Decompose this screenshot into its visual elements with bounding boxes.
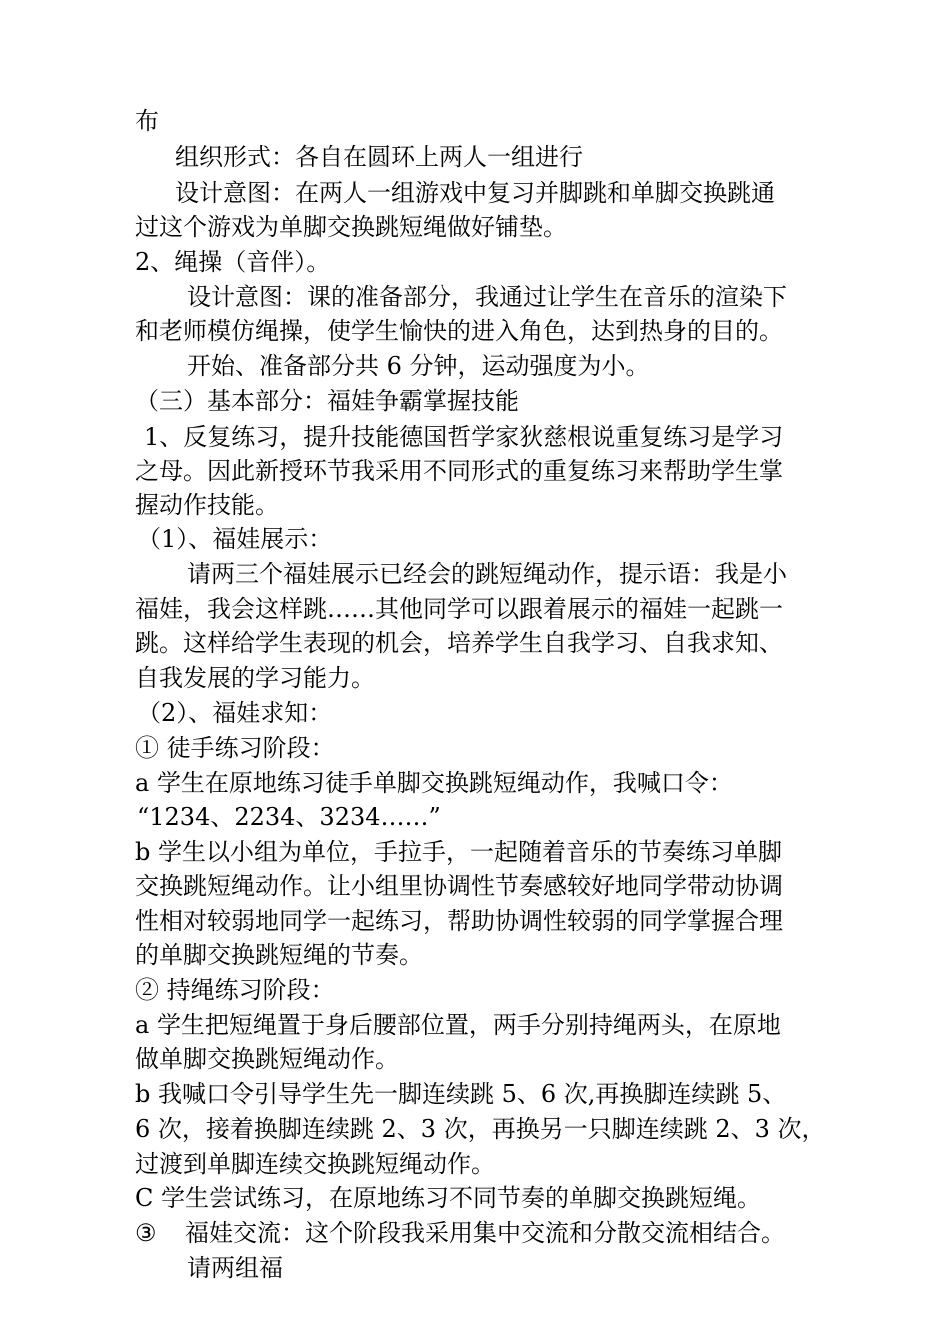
text-line	[135, 1216, 785, 1250]
subsection-heading: （1）、福娃展示：	[137, 525, 333, 553]
text-line: 跳。这样给学生表现的机会，培养学生自我学习、自我求知、	[135, 629, 783, 657]
text-line: 设计意图：课的准备部分，我通过让学生在音乐的渲染下	[187, 283, 787, 311]
text-line: 开始、准备部分共 6 分钟，运动强度为小。	[187, 352, 650, 380]
text-line: C 学生尝试练习，在原地练习不同节奏的单脚交换跳短绳。	[135, 1184, 761, 1212]
text-line: 设计意图：在两人一组游戏中复习并脚跳和单脚交换跳通	[175, 179, 775, 207]
text-line: 组织形式：各自在圆环上两人一组进行	[175, 143, 583, 171]
text-line: “1234、2234、3234……”	[137, 803, 441, 831]
text-line: 6 次，接着换脚连续跳 2、3 次，再换另一只脚连续跳 2、3 次，	[135, 1115, 826, 1143]
text-line: ① 徒手练习阶段：	[135, 734, 335, 762]
text-line: a 学生在原地练习徒手单脚交换跳短绳动作，我喊口令：	[135, 769, 733, 797]
text-line: b 学生以小组为单位，手拉手，一起随着音乐的节奏练习单脚	[135, 838, 782, 866]
text-line: 自我发展的学习能力。	[135, 664, 375, 692]
text-line: a 学生把短绳置于身后腰部位置，两手分别持绳两头，在原地	[135, 1011, 781, 1039]
text-line: 1、反复练习，提升技能德国哲学家狄慈根说重复练习是学习	[144, 423, 784, 451]
text-line: 和老师模仿绳操，使学生愉快的进入角色，达到热身的目的。	[135, 317, 783, 345]
text-line: 握动作技能。	[135, 491, 279, 519]
section-heading: （三）基本部分：福娃争霸掌握技能	[135, 387, 519, 415]
text-line: 的单脚交换跳短绳的节奏。	[135, 941, 423, 969]
text-line: 性相对较弱地同学一起练习，帮助协调性较弱的同学掌握合理	[135, 907, 783, 935]
subsection-heading: （2）、福娃求知：	[137, 699, 333, 727]
text-line: 交换跳短绳动作。让小组里协调性节奏感较好地同学带动协调	[135, 872, 783, 900]
text-line: 请两三个福娃展示已经会的跳短绳动作，提示语：我是小	[187, 560, 787, 588]
text-line: 布	[135, 107, 159, 135]
text-line: 之母。因此新授环节我采用不同形式的重复练习来帮助学生掌	[135, 457, 783, 485]
text-line: 过这个游戏为单脚交换跳短绳做好铺垫。	[135, 213, 567, 241]
text-line: 2、绳操（音伴）。	[135, 248, 331, 276]
text-line: 请两组福	[187, 1254, 283, 1282]
text-line: 福娃，我会这样跳……其他同学可以跟着展示的福娃一起跳一	[135, 595, 783, 623]
text-line: ② 持绳练习阶段：	[135, 976, 335, 1004]
text-line: b 我喊口令引导学生先一脚连续跳 5、6 次,再换脚连续跳 5、	[135, 1080, 787, 1108]
text-line: 过渡到单脚连续交换跳短绳动作。	[135, 1150, 495, 1178]
list-marker: ③	[135, 1219, 157, 1247]
text-span: 福娃交流：这个阶段我采用集中交流和分散交流相结合。	[185, 1219, 785, 1247]
text-line: 做单脚交换跳短绳动作。	[135, 1045, 399, 1073]
